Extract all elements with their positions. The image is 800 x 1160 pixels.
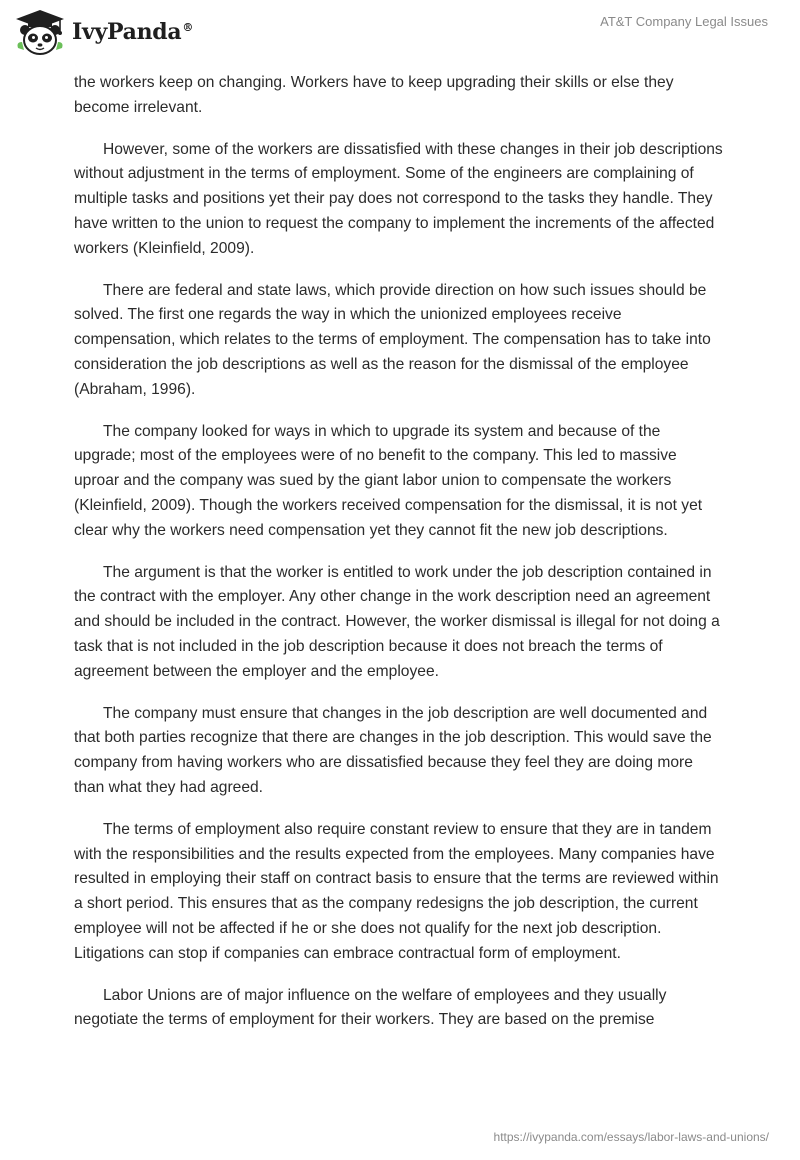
panda-graduation-cap-icon [14, 8, 66, 56]
paragraph: However, some of the workers are dissatisfied with these changes in their job descriptions without adjustment in the terms of employment. Some of the engineers are complaining of multiple tasks and positions yet their pay does not correspond to the tasks they handle. They have written to the union to request the company to implement the increments of the affected workers (Kleinfield, 2009). [74, 140, 723, 257]
paragraph: There are federal and state laws, which provide direction on how such issues should be solved. The first one regards the way in which the unionized employees receive compensation, which relates to the terms of employment. The compensation has to take into consideration the job descriptions as well as the reason for the dismissal of the employee (Abraham, 1996). [74, 281, 711, 398]
paragraph: The company must ensure that changes in the job description are well documented and that both parties recognize that there are changes in the job description. This would save the company from having workers who are dissatisfied because they feel they are doing more than what they had agreed. [74, 704, 712, 796]
brand-name: IvyPanda® [72, 19, 194, 45]
paragraph: Labor Unions are of major influence on the welfare of employees and they usually negotiate the terms of employment for their workers. They are based on the premise [74, 986, 667, 1029]
document-title: AT&T Company Legal Issues [600, 14, 768, 29]
page-header [0, 0, 800, 64]
ivypanda-logo[interactable] [14, 8, 193, 56]
paragraph: The terms of employment also require constant review to ensure that they are in tandem with the responsibilities and the results expected from the employees. Many companies have resulted in employing their staff on contract basis to ensure that the terms are reviewed within a short period. This ensures that as the company redesigns the job description, the current employee will not be affected if he or she does not qualify for the next job description. Litigations can stop if companies can embrace contractual form of employment. [74, 820, 719, 962]
paragraph: The company looked for ways in which to upgrade its system and because of the upgrade; most of the employees were of no benefit to the company. This led to massive uproar and the company was sued by the giant labor union to compensate the workers (Kleinfield, 2009). Though the workers received compensation for the dismissal, it is not yet clear why the workers need compensation yet they cannot fit the new job descriptions. [74, 422, 703, 539]
essay-body [74, 71, 724, 1050]
paragraph: the workers keep on changing. Workers have to keep upgrading their skills or else they become irrelevant. [74, 74, 674, 116]
paragraph: The argument is that the worker is entitled to work under the job description contained in the contract with the employer. Any other change in the work description need an agreement and should be included in the contract. However, the worker dismissal is illegal for not doing a task that is not included in the job description because it does not breach the terms of agreement between the employer and the employee. [74, 563, 720, 680]
registered-mark: ® [182, 20, 194, 34]
source-url-link[interactable]: https://ivypanda.com/essays/labor-laws-and-unions/ [493, 1130, 769, 1144]
